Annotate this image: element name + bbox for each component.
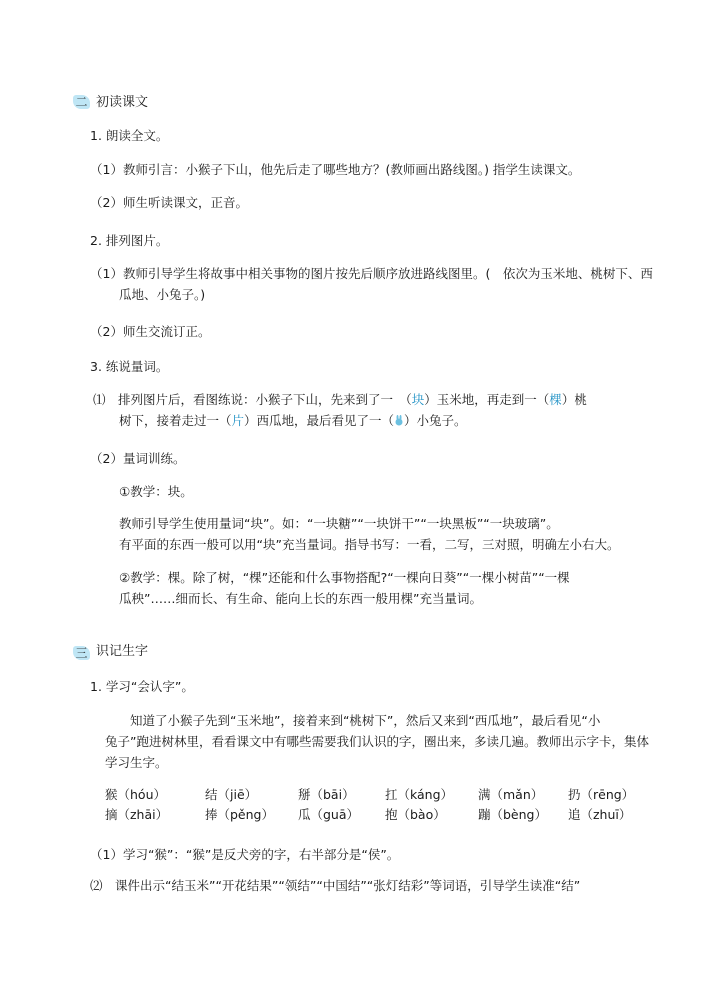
paragraph: 瓜地、小兔子。) (119, 287, 206, 302)
measure-word-line-1 (93, 390, 587, 408)
paragraph: （1）教师引导学生将故事中相关事物的图片按先后顺序放进路线图里。( 依次为玉米地、桃树下、西 (90, 266, 653, 281)
paragraph: 教师引导学生使用量词“块”。如：“一块糖”“一块饼干”“一块黑板”“一块玻璃”。 (119, 516, 559, 531)
char-cell: 追（zhuī） (568, 807, 632, 822)
paragraph: 学习生字。 (105, 755, 168, 770)
measure-word-blank: 棵 (549, 392, 562, 407)
char-cell: 满（mǎn） (478, 787, 544, 802)
char-cell: 扛（káng） (385, 787, 454, 802)
text: ）玉米地，再走到一（ (424, 392, 550, 407)
paragraph: 兔子”跑进树林里，看看课文中有哪些需要我们认识的字，圈出来，多读几遍。教师出示字卡，集体 (105, 734, 649, 749)
item-label: 1. 学习“会认字”。 (90, 679, 194, 694)
paragraph: 知道了小猴子先到“玉米地”，接着来到“桃树下”，然后又来到“西瓜地”，最后看见“小 (130, 713, 601, 728)
measure-word-blank: 片 (231, 413, 245, 428)
char-cell: 结（jiē） (205, 787, 258, 802)
text: 树下，接着走过一（ (119, 413, 232, 428)
text: ）西瓜地，最后看见了一（ (244, 413, 395, 428)
text: ）桃 (561, 392, 587, 407)
paragraph: （2）师生交流订正。 (90, 324, 211, 339)
section-badge: 三 (73, 646, 90, 660)
paragraph: ②教学：棵。除了树，“棵”还能和什么事物搭配?“一棵向日葵”“一棵小树苗”“一棵 (119, 570, 570, 585)
section-title: 识记生字 (96, 644, 149, 659)
char-cell: 猴（hóu） (105, 787, 166, 802)
char-cell: 摘（zhāi） (105, 807, 169, 822)
char-cell: 掰（bāi） (298, 787, 355, 802)
item-label: 1. 朗读全文。 (90, 128, 169, 143)
char-cell: 扔（rēng） (568, 787, 635, 802)
paragraph: （2）量词训练。 (90, 451, 186, 466)
char-cell: 捧（pěng） (205, 807, 274, 822)
paragraph: （1）教师引言：小猴子下山，他先后走了哪些地方？(教师画出路线图。) 指学生读课文。 (90, 162, 581, 177)
paragraph: （2）师生听读课文，正音。 (90, 195, 248, 210)
paragraph: （1）学习“猴”：“猴”是反犬旁的字，右半部分是“侯”。 (90, 847, 400, 862)
measure-word-blank: 块 (411, 392, 425, 407)
measure-word-line-2 (119, 411, 467, 429)
paragraph: 瓜秧”……细而长、有生命、能向上长的东西一般用棵”充当量词。 (119, 591, 482, 606)
paragraph: 有平面的东西一般可以用“块”充当量词。指导书写：一看，二写，三对照，明确左小右大。 (119, 537, 620, 552)
bunny-icon (394, 413, 404, 428)
char-cell: 瓜（guā） (298, 807, 360, 822)
text: ）小兔子。 (404, 413, 467, 428)
paragraph: ⑵ 课件出示“结玉米”“开花结果”“领结”“中国结”“张灯结彩”等词语，引导学生读准“结” (90, 878, 581, 893)
text: ⑴ 排列图片后，看图练说：小猴子下山，先来到了一 （ (93, 392, 412, 407)
item-label: 3. 练说量词。 (90, 359, 169, 374)
section-title: 初读课文 (96, 95, 149, 110)
section-badge: 二 (73, 95, 90, 109)
char-cell: 抱（bào） (385, 807, 446, 822)
item-label: 2. 排列图片。 (90, 233, 169, 248)
paragraph: ①教学：块。 (119, 484, 193, 499)
char-cell: 蹦（bèng） (478, 807, 547, 822)
